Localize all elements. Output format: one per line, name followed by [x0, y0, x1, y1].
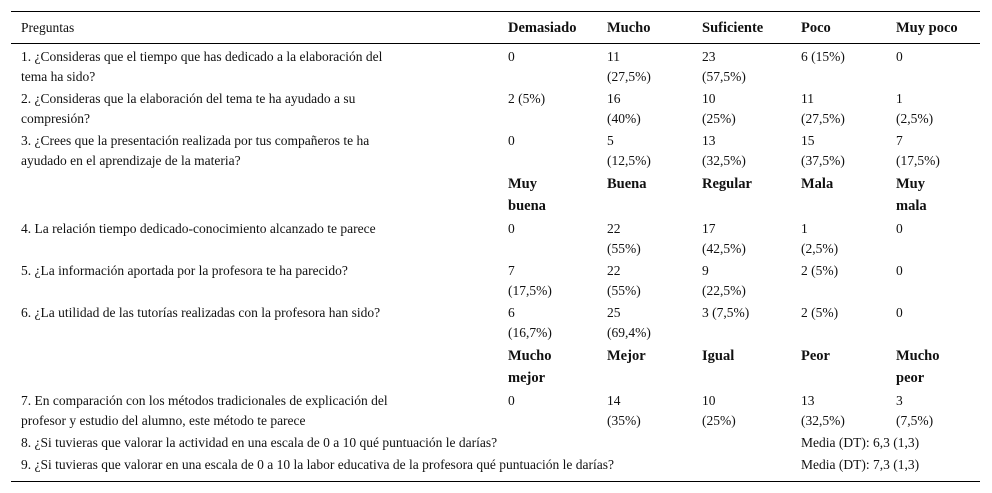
q6-muy-mala: 0 [896, 305, 903, 320]
subheader-muy-buena: Muy buena [508, 176, 546, 214]
subheader-mejor: Mejor [607, 348, 646, 364]
subheader-mucho-peor: Mucho peor [896, 348, 940, 386]
question-6: 6. ¿La utilidad de las tutorías realizadas con la profesora han sido? [21, 305, 381, 320]
header-col-demasiado: Demasiado [508, 20, 577, 36]
header-col-suficiente: Suficiente [702, 20, 764, 36]
q5-muy-mala: 0 [896, 263, 903, 278]
question-2: 2. ¿Consideras que la elaboración del tema te ha ayudado a su compresión? [21, 91, 356, 126]
question-5: 5. ¿La información aportada por la profesora te ha parecido? [21, 263, 348, 278]
q5-muy-buena: 7 (17,5%) [508, 263, 552, 298]
header-col-muy-poco: Muy poco [896, 20, 958, 36]
q5-mala: 2 (5%) [801, 263, 839, 278]
q4-regular: 17 (42,5%) [702, 221, 746, 256]
subheader-regular: Regular [702, 176, 752, 192]
question-8: 8. ¿Si tuvieras que valorar la actividad en una escala de 0 a 10 qué puntuación le darías? [21, 435, 498, 450]
q7-peor: 13 (32,5%) [801, 393, 845, 428]
q1-mucho: 11 (27,5%) [607, 49, 651, 84]
q3-mucho: 5 (12,5%) [607, 133, 651, 168]
q2-demasiado: 2 (5%) [508, 91, 546, 106]
q7-mucho-mejor: 0 [508, 393, 515, 408]
q1-poco: 6 (15%) [801, 49, 845, 64]
q3-demasiado: 0 [508, 133, 515, 148]
subheader-mala: Mala [801, 176, 834, 192]
header-preguntas: Preguntas [21, 20, 75, 35]
q4-mala: 1 (2,5%) [801, 221, 839, 256]
header-col-mucho: Mucho [607, 20, 651, 36]
question-7: 7. En comparación con los métodos tradicionales de explicación del profesor y estudio del alumno, este método te parece [21, 393, 388, 428]
question-4: 4. La relación tiempo dedicado-conocimiento alcanzado te parece [21, 221, 376, 236]
q8-media: Media (DT): 6,3 (1,3) [801, 435, 920, 450]
table-top-rule [11, 11, 980, 12]
q1-suficiente: 23 (57,5%) [702, 49, 746, 84]
q3-poco: 15 (37,5%) [801, 133, 845, 168]
header-rule [11, 43, 980, 44]
subheader-mucho-mejor: Mucho mejor [508, 348, 552, 386]
q6-buena: 25 (69,4%) [607, 305, 651, 340]
q7-igual: 10 (25%) [702, 393, 736, 428]
q6-mala: 2 (5%) [801, 305, 839, 320]
q3-suficiente: 13 (32,5%) [702, 133, 746, 168]
q5-regular: 9 (22,5%) [702, 263, 746, 298]
q7-mejor: 14 (35%) [607, 393, 641, 428]
subheader-peor: Peor [801, 348, 830, 364]
q6-muy-buena: 6 (16,7%) [508, 305, 552, 340]
header-col-poco: Poco [801, 20, 831, 36]
question-1: 1. ¿Consideras que el tiempo que has dedicado a la elaboración del tema ha sido? [21, 49, 383, 84]
q2-mucho: 16 (40%) [607, 91, 641, 126]
subheader-igual: Igual [702, 348, 735, 364]
q7-mucho-peor: 3 (7,5%) [896, 393, 934, 428]
subheader-buena: Buena [607, 176, 647, 192]
table-bottom-rule [11, 481, 980, 482]
q3-muy-poco: 7 (17,5%) [896, 133, 940, 168]
question-3: 3. ¿Crees que la presentación realizada por tus compañeros te ha ayudado en el aprendizaje de la materia? [21, 133, 370, 168]
q9-media: Media (DT): 7,3 (1,3) [801, 457, 920, 472]
q5-buena: 22 (55%) [607, 263, 641, 298]
subheader-muy-mala: Muy mala [896, 176, 927, 214]
q4-muy-mala: 0 [896, 221, 903, 236]
q1-demasiado: 0 [508, 49, 515, 64]
q4-muy-buena: 0 [508, 221, 515, 236]
q1-muy-poco: 0 [896, 49, 903, 64]
q2-suficiente: 10 (25%) [702, 91, 736, 126]
q2-poco: 11 (27,5%) [801, 91, 845, 126]
q6-regular: 3 (7,5%) [702, 305, 750, 320]
q4-buena: 22 (55%) [607, 221, 641, 256]
question-9: 9. ¿Si tuvieras que valorar en una escala de 0 a 10 la labor educativa de la profesora qué puntuación le darías? [21, 457, 614, 472]
q2-muy-poco: 1 (2,5%) [896, 91, 934, 126]
